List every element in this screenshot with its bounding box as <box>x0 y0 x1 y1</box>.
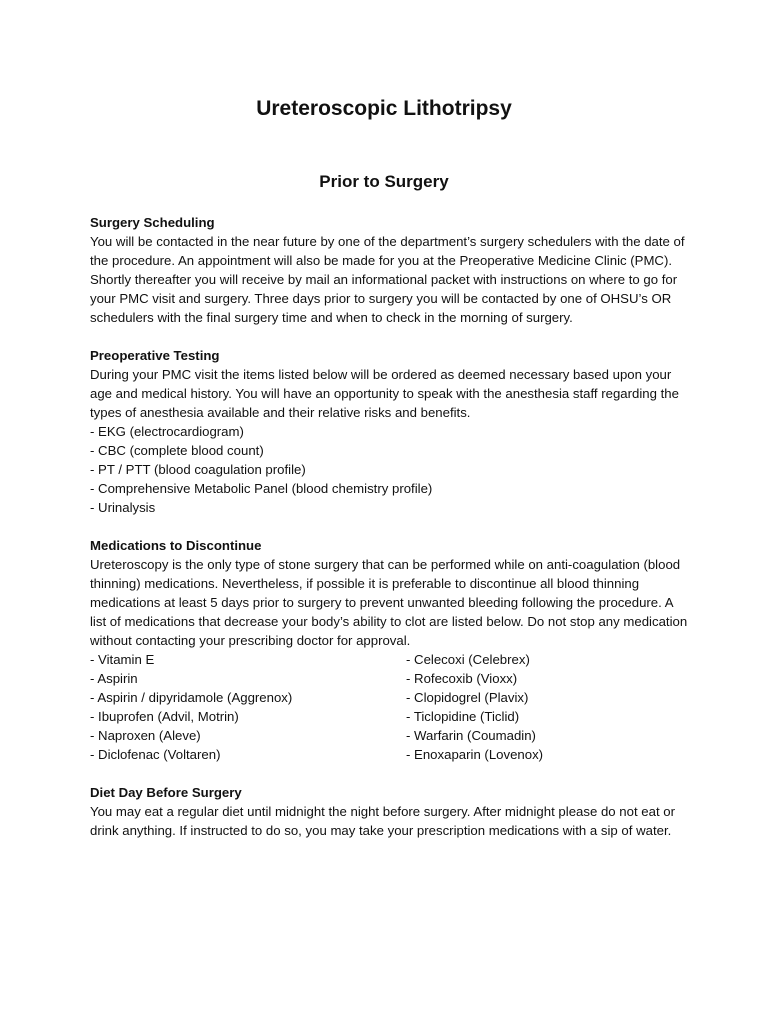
section-paragraph: Ureteroscopy is the only type of stone surgery that can be performed while on anti-coagulation (blood thinning) medications. Nevertheless, if possible it is preferable to discontinue all blood thinning medications at least 5 days prior to surgery to prevent unwanted bleeding following the procedure. A list of medications that decrease your body’s ability to clot are listed below. Do not stop any medication without contacting your prescribing doctor for approval. <box>90 557 688 648</box>
list-item: - Diclofenac (Voltaren) <box>90 747 221 762</box>
section-diet-day-before-surgery <box>90 783 690 840</box>
list-item: - CBC (complete blood count) <box>90 443 264 458</box>
list-item: - PT / PTT (blood coagulation profile) <box>90 462 306 477</box>
list-item: - Vitamin E <box>90 652 155 667</box>
section-surgery-scheduling <box>90 213 690 327</box>
section-heading: Medications to Discontinue <box>90 538 262 553</box>
list-item: - Rofecoxib (Vioxx) <box>406 671 518 686</box>
document-subtitle: Prior to Surgery <box>319 172 449 191</box>
section-paragraph: You may eat a regular diet until midnight the night before surgery. After midnight please do not eat or drink anything. If instructed to do so, you may take your prescription medications with a sip of water. <box>90 804 675 838</box>
section-heading: Surgery Scheduling <box>90 215 215 230</box>
list-item: - Ticlopidine (Ticlid) <box>406 709 520 724</box>
list-item: - Aspirin <box>90 671 138 686</box>
testing-list <box>90 422 690 517</box>
list-item: - EKG (electrocardiogram) <box>90 424 244 439</box>
document-title: Ureteroscopic Lithotripsy <box>256 97 512 120</box>
section-paragraph: You will be contacted in the near future by one of the department’s surgery schedulers with the date of the procedure. An appointment will also be made for you at the Preoperative Medicine Clinic (PMC). Shortly thereafter you will receive by mail an informational packet with instructions on where to go for your PMC visit and surgery. Three days prior to surgery you will be contacted by one of OHSU’s OR schedulers with the final surgery time and when to check in the morning of surgery. <box>90 234 685 325</box>
list-item: - Warfarin (Coumadin) <box>406 728 536 743</box>
list-item: - Urinalysis <box>90 500 156 515</box>
medication-list <box>90 650 690 764</box>
list-item: - Enoxaparin (Lovenox) <box>406 747 544 762</box>
medication-list-left <box>90 650 406 764</box>
section-heading: Preoperative Testing <box>90 348 220 363</box>
section-heading: Diet Day Before Surgery <box>90 785 242 800</box>
list-item: - Aspirin / dipyridamole (Aggrenox) <box>90 690 293 705</box>
list-item: - Ibuprofen (Advil, Motrin) <box>90 709 239 724</box>
list-item: - Clopidogrel (Plavix) <box>406 690 529 705</box>
document-body <box>90 213 690 859</box>
list-item: - Comprehensive Metabolic Panel (blood chemistry profile) <box>90 481 433 496</box>
section-preoperative-testing <box>90 346 690 517</box>
medication-list-right <box>406 650 690 764</box>
list-item: - Naproxen (Aleve) <box>90 728 201 743</box>
list-item: - Celecoxi (Celebrex) <box>406 652 530 667</box>
section-medications-to-discontinue <box>90 536 690 764</box>
section-paragraph: During your PMC visit the items listed below will be ordered as deemed necessary based upon your age and medical history. You will have an opportunity to speak with the anesthesia staff regarding the types of anesthesia available and their relative risks and benefits. <box>90 367 679 420</box>
